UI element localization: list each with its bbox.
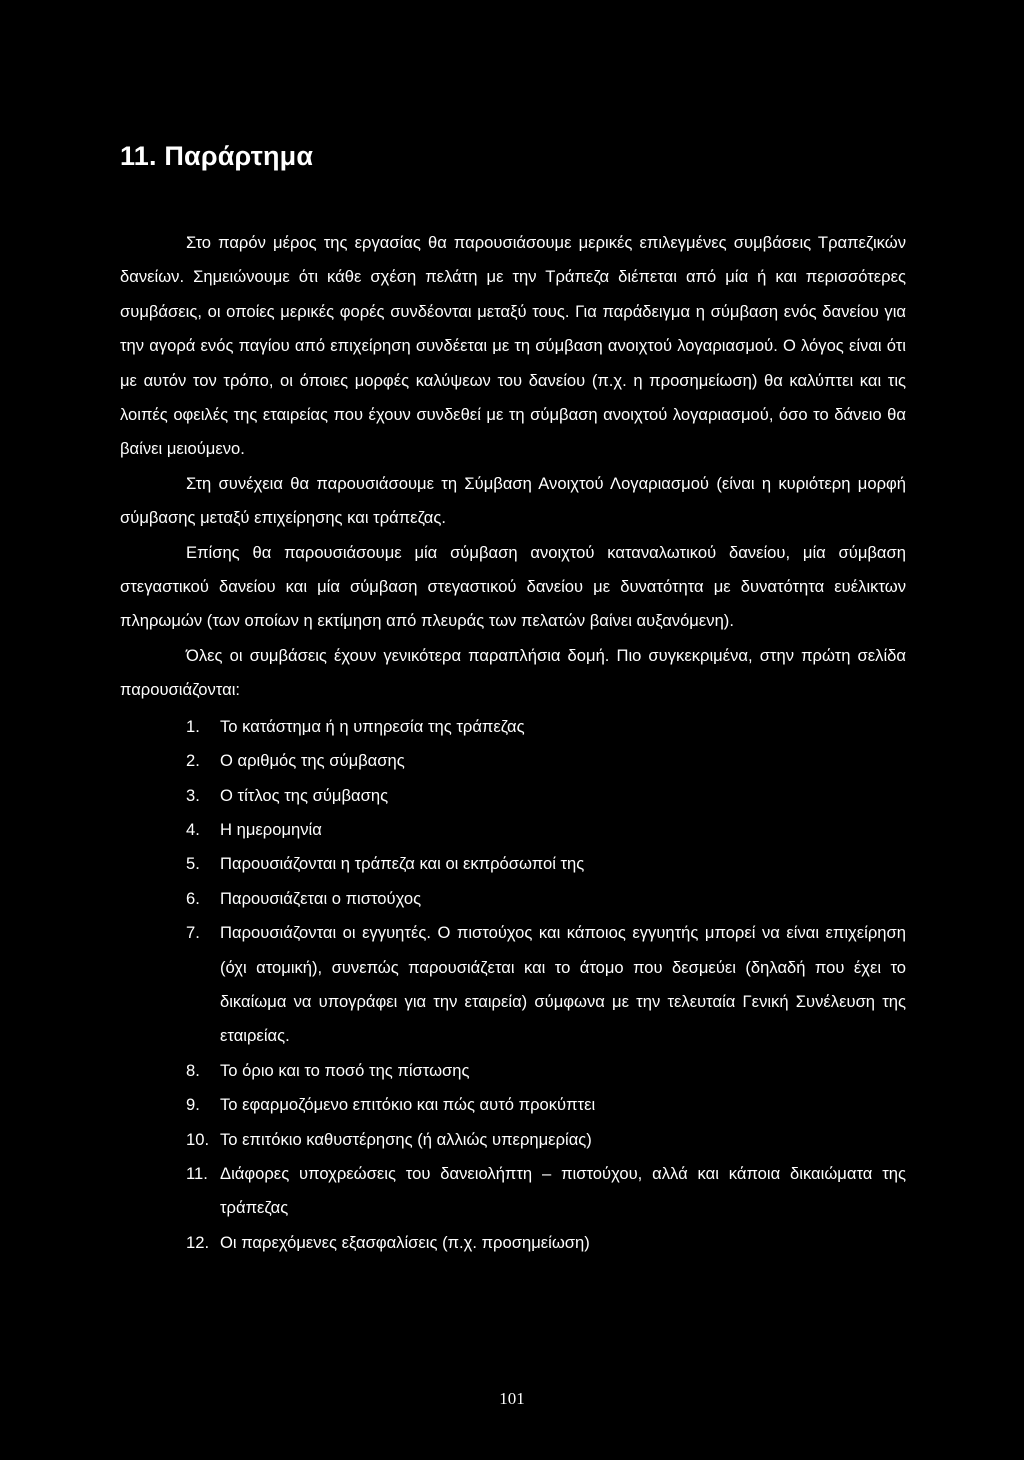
list-item-number: 6. — [186, 888, 200, 908]
list-item-number: 10. — [186, 1129, 210, 1149]
list-item-text: Το επιτόκιο καθυστέρησης (ή αλλιώς υπερημερίας) — [220, 1129, 592, 1149]
list-item-text: Ο τίτλος της σύμβασης — [220, 785, 389, 805]
list-item-number: 9. — [186, 1095, 200, 1115]
list-item-number: 2. — [186, 751, 200, 771]
list-item-number: 1. — [186, 716, 200, 736]
list-item-number: 11. — [186, 1163, 208, 1183]
list-item — [186, 710, 906, 744]
list-item — [186, 1088, 906, 1122]
list-item — [186, 1157, 906, 1226]
list-item — [186, 1054, 906, 1088]
page-number: 101 — [499, 1389, 525, 1408]
list-item-number: 12. — [186, 1232, 210, 1252]
list-item-text: Παρουσιάζονται οι εγγυητές. Ο πιστούχος και κάποιος εγγυητής μπορεί να είναι επιχείρηση (όχι ατομική), συνεπώς παρουσιάζεται και το άτομο που δεσμεύει (δηλαδή που έχει το δικαίωμα να υπογράφει για την εταιρεία) σύμφωνα με την τελευταία Γενική Συνέλευση της εταιρείας. — [220, 923, 906, 1046]
list-item-number: 3. — [186, 785, 200, 805]
list-item-text: Ο αριθμός της σύμβασης — [220, 751, 405, 771]
body-text — [120, 226, 906, 1260]
paragraph: Στη συνέχεια θα παρουσιάσουμε τη Σύμβαση Ανοιχτού Λογαριασμού (είναι η κυριότερη μορφή σύμβασης μεταξύ επιχείρησης και τράπεζας. — [120, 473, 906, 528]
list-item-number: 4. — [186, 819, 200, 839]
list-item — [186, 813, 906, 847]
list-item-text: Το κατάστημα ή η υπηρεσία της τράπεζας — [220, 716, 525, 736]
paragraph: Στο παρόν μέρος της εργασίας θα παρουσιάσουμε μερικές επιλεγμένες συμβάσεις Τραπεζικών δανείων. Σημειώνουμε ότι κάθε σχέση πελάτη με την Τράπεζα διέπεται από μία ή και περισσότερες συμβάσεις, οι οποίες μερικές φορές συνδέονται μεταξύ τους. Για παράδειγμα η σύμβαση ενός δανείου για την αγορά ενός παγίου από επιχείρηση συνδέεται με τη σύμβαση ανοιχτού λογαριασμού. Ο λόγος είναι ότι με αυτόν τον τρόπο, οι όποιες μορφές καλύψεων του δανείου (π.χ. η προσημείωση) θα καλύπτει και τις λοιπές οφειλές της εταιρείας που έχουν συνδεθεί με τη σύμβαση ανοιχτού λογαριασμού, όσο το δάνειο θα βαίνει μειούμενο. — [120, 233, 906, 459]
list-item-text: Η ημερομηνία — [220, 819, 322, 839]
list-item — [186, 1226, 906, 1260]
list-item-text: Το όριο και το ποσό της πίστωσης — [220, 1060, 470, 1080]
list-item — [186, 744, 906, 778]
paragraph: Όλες οι συμβάσεις έχουν γενικότερα παραπλήσια δομή. Πιο συγκεκριμένα, στην πρώτη σελίδα παρουσιάζονται: — [120, 645, 906, 700]
numbered-list — [120, 710, 906, 1261]
list-item — [186, 779, 906, 813]
list-item — [186, 916, 906, 1054]
list-item-number: 5. — [186, 854, 200, 874]
list-item-text: Το εφαρμοζόμενο επιτόκιο και πώς αυτό προκύπτει — [220, 1095, 596, 1115]
list-item-text: Παρουσιάζεται ο πιστούχος — [220, 888, 422, 908]
paragraph: Επίσης θα παρουσιάσουμε μία σύμβαση ανοιχτού καταναλωτικού δανείου, μία σύμβαση στεγαστικού δανείου και μία σύμβαση στεγαστικού δανείου με δυνατότητα με δυνατότητα ευέλικτων πληρωμών (των οποίων η εκτίμηση από πλευράς των πελατών βαίνει αυξανόμενη). — [120, 542, 906, 631]
list-item-text: Οι παρεχόμενες εξασφαλίσεις (π.χ. προσημείωση) — [220, 1232, 590, 1252]
list-item-number: 7. — [186, 923, 200, 943]
list-item — [186, 882, 906, 916]
list-item-text: Παρουσιάζονται η τράπεζα και οι εκπρόσωποί της — [220, 854, 585, 874]
list-item — [186, 1123, 906, 1157]
list-item — [186, 847, 906, 881]
list-item-text: Διάφορες υποχρεώσεις του δανειολήπτη – πιστούχου, αλλά και κάποια δικαιώματα της τράπεζας — [220, 1163, 906, 1218]
section-heading: 11. Παράρτημα — [120, 141, 314, 171]
list-item-number: 8. — [186, 1060, 200, 1080]
